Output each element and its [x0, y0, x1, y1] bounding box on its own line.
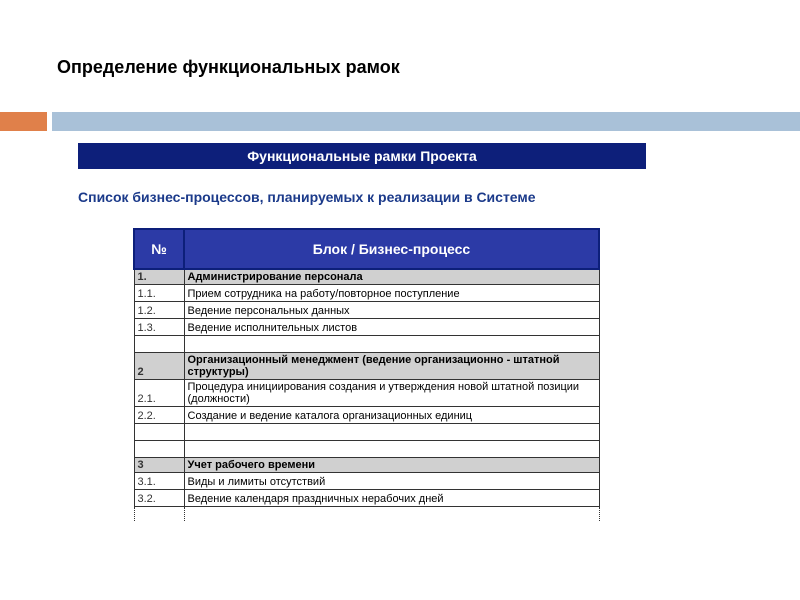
row-process-name: Учет рабочего времени — [184, 458, 599, 473]
row-number: 3.2. — [134, 490, 184, 507]
row-process-name: Ведение календаря праздничных нерабочих дней — [184, 490, 599, 507]
row-process-name: Процедура инициирования создания и утверждения новой штатной позиции (должности) — [184, 380, 599, 407]
table-row — [134, 407, 599, 424]
row-process-name — [184, 424, 599, 441]
column-header-block: Блок / Бизнес-процесс — [184, 229, 599, 269]
row-number: 1.2. — [134, 302, 184, 319]
table-row — [134, 380, 599, 407]
business-process-table — [133, 228, 600, 521]
table-row — [134, 490, 599, 507]
row-number: 1. — [134, 269, 184, 285]
table-row — [134, 441, 599, 458]
table-group-row — [134, 269, 599, 285]
row-process-name — [184, 441, 599, 458]
row-number: 2 — [134, 353, 184, 380]
tail-cell — [184, 507, 599, 522]
table-row — [134, 319, 599, 336]
table-row — [134, 285, 599, 302]
process-list-subtitle: Список бизнес-процессов, планируемых к реализации в Системе — [78, 189, 536, 205]
accent-bar-orange — [0, 112, 47, 131]
tail-cell — [134, 507, 184, 522]
table-body — [134, 269, 599, 521]
row-number: 2.1. — [134, 380, 184, 407]
table-group-row — [134, 458, 599, 473]
row-process-name: Ведение исполнительных листов — [184, 319, 599, 336]
row-process-name: Администрирование персонала — [184, 269, 599, 285]
slide-title: Определение функциональных рамок — [57, 57, 400, 77]
row-number: 3 — [134, 458, 184, 473]
table-header-row — [134, 229, 599, 269]
row-number — [134, 336, 184, 353]
table-group-row — [134, 353, 599, 380]
row-process-name — [184, 336, 599, 353]
accent-bar-blue — [52, 112, 800, 131]
project-scope-banner: Функциональные рамки Проекта — [78, 143, 646, 169]
row-process-name: Прием сотрудника на работу/повторное поступление — [184, 285, 599, 302]
table-row — [134, 473, 599, 490]
table-row — [134, 302, 599, 319]
row-number: 1.1. — [134, 285, 184, 302]
table-row — [134, 424, 599, 441]
row-number — [134, 424, 184, 441]
row-process-name: Организационный менеджмент (ведение организационно - штатной структуры) — [184, 353, 599, 380]
row-number: 2.2. — [134, 407, 184, 424]
table-row — [134, 336, 599, 353]
row-number: 3.1. — [134, 473, 184, 490]
column-header-num: № — [134, 229, 184, 269]
table-tail-row — [134, 507, 599, 522]
row-process-name: Создание и ведение каталога организационных единиц — [184, 407, 599, 424]
row-number — [134, 441, 184, 458]
row-number: 1.3. — [134, 319, 184, 336]
row-process-name: Виды и лимиты отсутствий — [184, 473, 599, 490]
row-process-name: Ведение персональных данных — [184, 302, 599, 319]
